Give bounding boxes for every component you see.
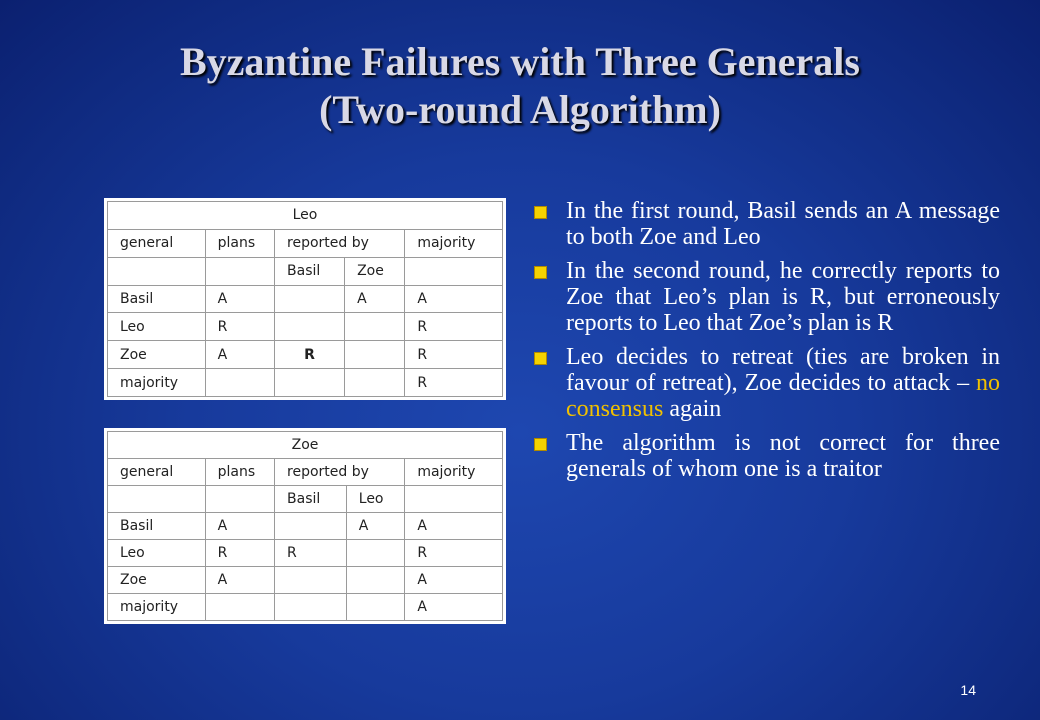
sub-header: Leo — [346, 486, 405, 513]
table-row — [108, 567, 503, 594]
table-cell: majority — [108, 369, 206, 397]
table-cell: R — [205, 540, 274, 567]
column-header: plans — [205, 459, 274, 486]
table-cell — [346, 567, 405, 594]
table-cell — [108, 257, 206, 285]
column-header: reported by — [275, 459, 405, 486]
square-bullet-icon — [534, 438, 547, 451]
table-cell: Zoe — [108, 567, 206, 594]
table-cell: A — [205, 341, 274, 369]
table-cell: Leo — [108, 313, 206, 341]
table-row — [108, 540, 503, 567]
table-cell: R — [405, 369, 503, 397]
table-cell: A — [405, 285, 503, 313]
slide-title — [40, 38, 1000, 134]
bullet-highlight-text: no consensus — [566, 370, 1000, 422]
bullet-list — [532, 198, 1000, 490]
slide-title-line-1: Byzantine Failures with Three Generals — [180, 39, 860, 84]
column-header: plans — [205, 229, 274, 257]
square-bullet-icon — [534, 266, 547, 279]
table-cell: A — [405, 567, 503, 594]
bullet-item — [532, 258, 1000, 336]
bullet-text: Leo decides to retreat (ties are broken in favour of retreat), Zoe decides to attack – — [566, 344, 1000, 396]
page-number: 14 — [960, 682, 976, 698]
zoe-table-panel — [104, 428, 506, 624]
table-cell: R — [405, 313, 503, 341]
column-header: general — [108, 459, 206, 486]
table-row — [108, 369, 503, 397]
table-cell — [405, 486, 503, 513]
table-cell — [405, 257, 503, 285]
bullet-text: again — [663, 396, 722, 422]
square-bullet-icon — [534, 206, 547, 219]
table-cell — [346, 594, 405, 621]
table-row — [108, 341, 503, 369]
table-row — [108, 285, 503, 313]
bullet-text: In the second round, he correctly reports to Zoe that Leo’s plan is R, but erroneously reports to Leo that Zoe’s plan is R — [566, 258, 1000, 336]
column-header: majority — [405, 459, 503, 486]
table-cell: Leo — [108, 540, 206, 567]
leo-table — [107, 201, 503, 397]
table-cell — [205, 257, 274, 285]
table-cell: A — [346, 513, 405, 540]
table-cell: R — [275, 540, 347, 567]
table-cell — [275, 285, 345, 313]
table-cell — [275, 369, 345, 397]
table-cell: R — [405, 341, 503, 369]
table-cell — [205, 486, 274, 513]
column-header: general — [108, 229, 206, 257]
table-cell — [275, 594, 347, 621]
table-cell: A — [345, 285, 405, 313]
bullet-item — [532, 198, 1000, 250]
table-cell: majority — [108, 594, 206, 621]
bullet-text: The algorithm is not correct for three generals of whom one is a traitor — [566, 430, 1000, 482]
column-header: reported by — [275, 229, 405, 257]
table-cell-highlighted: R — [275, 341, 345, 369]
table-cell — [275, 513, 347, 540]
sub-header: Basil — [275, 257, 345, 285]
table-title: Leo — [108, 202, 503, 230]
bullet-item — [532, 344, 1000, 422]
table-cell: A — [405, 513, 503, 540]
sub-header: Zoe — [345, 257, 405, 285]
table-title: Zoe — [108, 432, 503, 459]
table-cell — [275, 567, 347, 594]
table-cell — [346, 540, 405, 567]
table-row — [108, 313, 503, 341]
table-cell: R — [405, 540, 503, 567]
table-cell — [345, 369, 405, 397]
slide-title-line-2: (Two-round Algorithm) — [319, 87, 721, 132]
table-cell — [108, 486, 206, 513]
table-cell — [345, 341, 405, 369]
table-cell — [205, 594, 274, 621]
table-cell: A — [405, 594, 503, 621]
table-cell: A — [205, 513, 274, 540]
table-cell: Zoe — [108, 341, 206, 369]
table-row — [108, 594, 503, 621]
table-cell: A — [205, 285, 274, 313]
table-row — [108, 513, 503, 540]
table-cell: A — [205, 567, 274, 594]
table-cell: Basil — [108, 285, 206, 313]
table-cell — [345, 313, 405, 341]
table-cell: R — [205, 313, 274, 341]
square-bullet-icon — [534, 352, 547, 365]
bullet-item — [532, 430, 1000, 482]
leo-table-panel — [104, 198, 506, 400]
sub-header: Basil — [275, 486, 347, 513]
table-cell — [275, 313, 345, 341]
zoe-table — [107, 431, 503, 621]
bullet-text: In the first round, Basil sends an A message to both Zoe and Leo — [566, 198, 1000, 250]
table-cell — [205, 369, 274, 397]
column-header: majority — [405, 229, 503, 257]
table-cell: Basil — [108, 513, 206, 540]
